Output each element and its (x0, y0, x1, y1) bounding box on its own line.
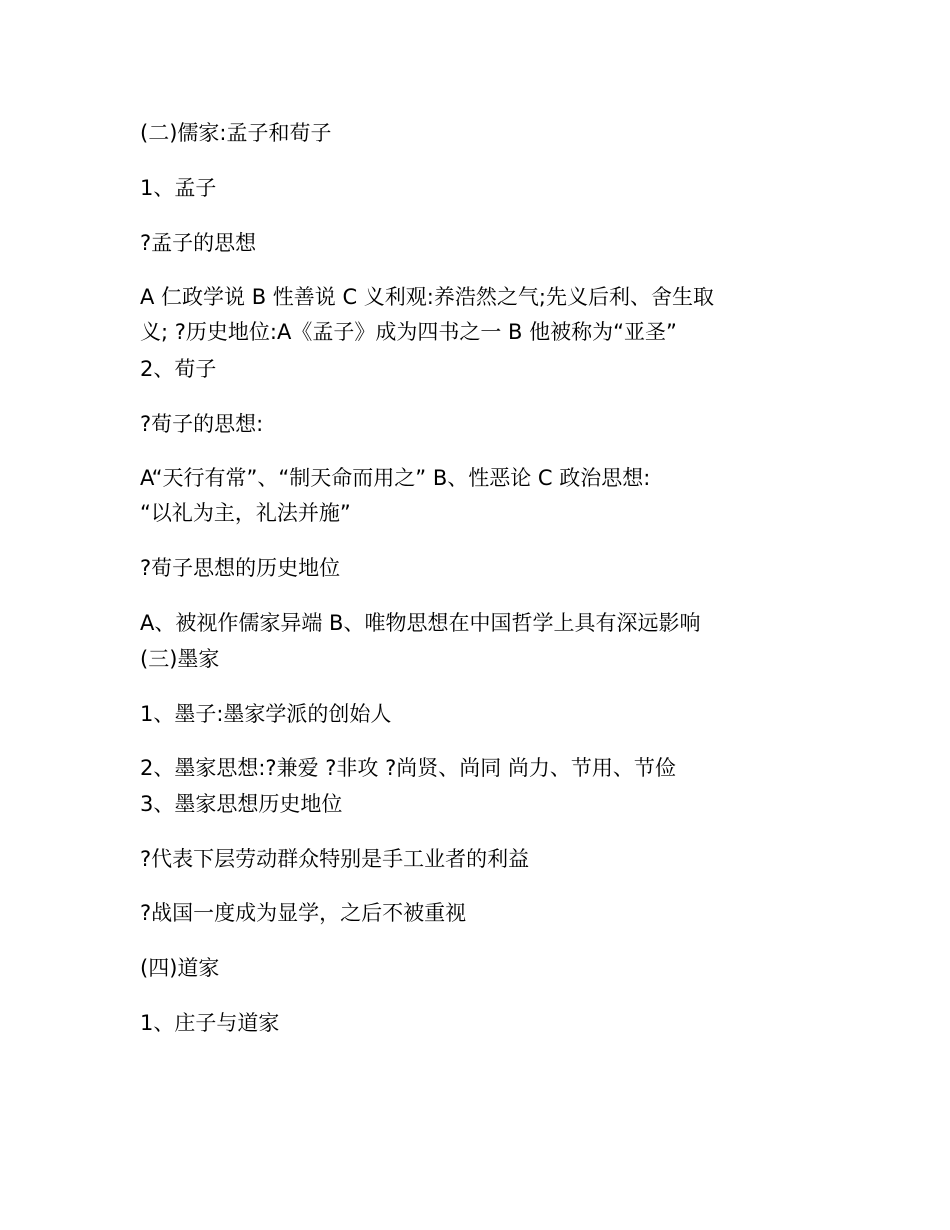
paragraph-line: A 仁政学说 B 性善说 C 义利观:养浩然之气;先义后利、舍生取 (140, 285, 714, 309)
list-item: 2、墨家思想:?兼爱 ?非攻 ?尚贤、尚同 尚力、节用、节俭 (140, 756, 676, 780)
subheading-xunzi: 2、荀子 (140, 357, 217, 381)
section-heading-confucianism: (二)儒家:孟子和荀子 (140, 121, 332, 145)
list-item: 1、墨子:墨家学派的创始人 (140, 702, 392, 726)
list-item: 3、墨家思想历史地位 (140, 792, 343, 816)
subheading-zhuangzi: 1、庄子与道家 (140, 1011, 280, 1035)
section-heading-mohism: (三)墨家 (140, 647, 220, 671)
list-item: ?战国一度成为显学，之后不被重视 (140, 901, 467, 925)
subheading-mencius: 1、孟子 (140, 176, 217, 200)
item-xunzi-status: ?荀子思想的历史地位 (140, 556, 341, 580)
item-mencius-thought: ?孟子的思想 (140, 231, 257, 255)
paragraph-line: “以礼为主，礼法并施” (140, 501, 351, 525)
paragraph-line: A“天行有常”、“制天命而用之” B、性恶论 C 政治思想: (140, 466, 651, 490)
section-heading-taoism: (四)道家 (140, 956, 220, 980)
list-item: ?代表下层劳动群众特别是手工业者的利益 (140, 847, 530, 871)
paragraph-line: A、被视作儒家异端 B、唯物思想在中国哲学上具有深远影响 (140, 611, 701, 635)
item-xunzi-thought: ?荀子的思想: (140, 412, 264, 436)
paragraph-line: 义; ?历史地位:A《孟子》成为四书之一 B 他被称为“亚圣” (140, 320, 677, 344)
